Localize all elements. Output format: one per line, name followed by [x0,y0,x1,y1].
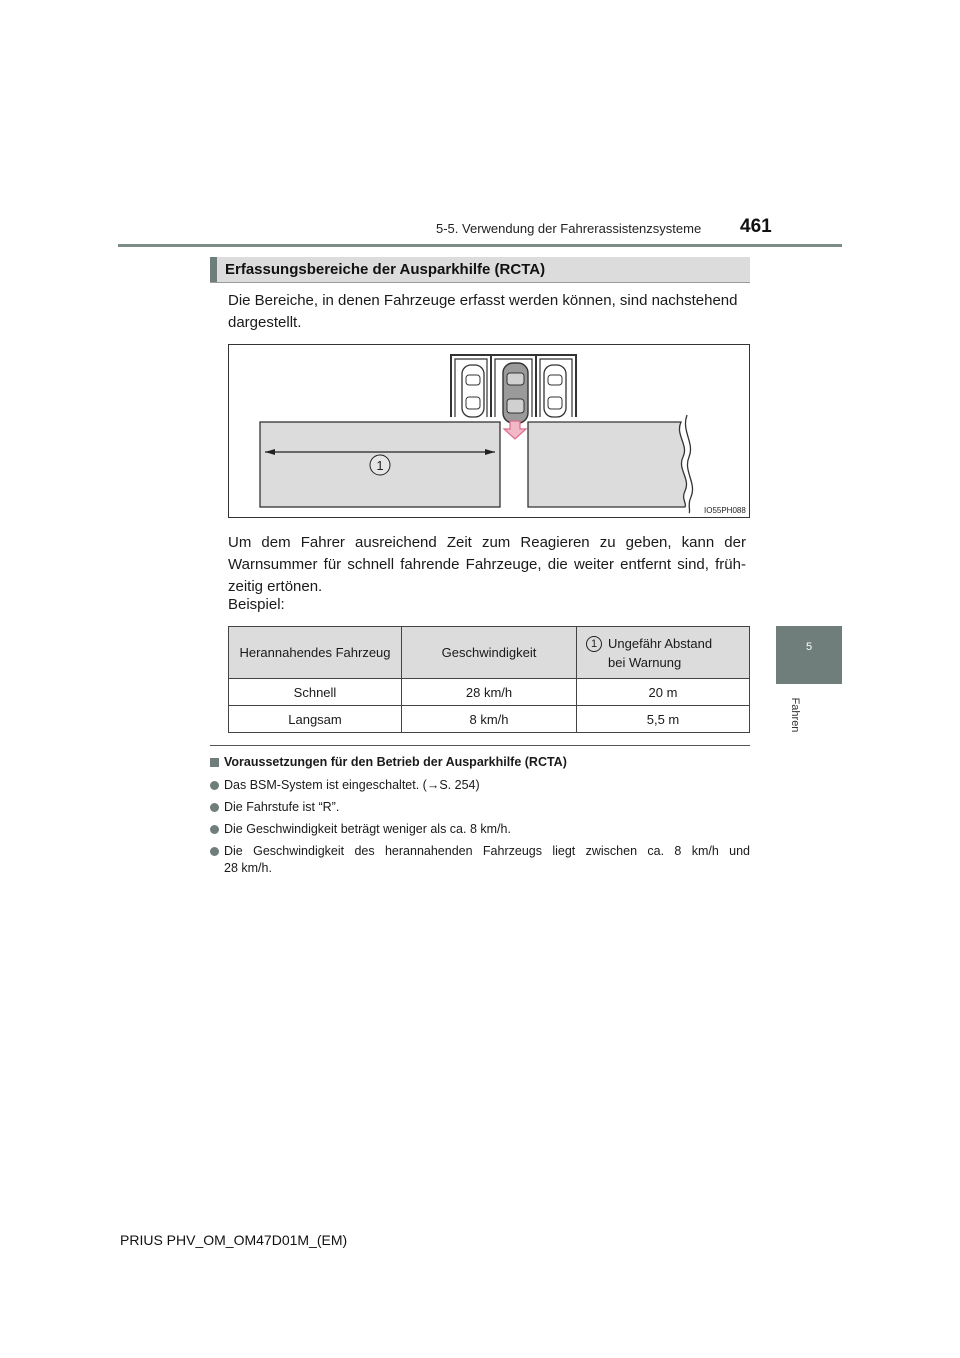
table-cell: Langsam [229,706,402,733]
list-item: Die Geschwindigkeit des herannahenden Fahrzeugs liegt zwischen ca. 8 km/h und 28 km/h. [210,843,750,877]
parked-car-right-icon [544,365,566,417]
page-number: 461 [740,216,772,237]
table-cell: 8 km/h [402,706,577,733]
warning-paragraph-line: zeitig ertönen. [228,578,323,595]
table-cell: 28 km/h [402,679,577,706]
round-bullet-icon [210,825,219,834]
list-item: Die Geschwindigkeit beträgt weniger als ca. 8 km/h. [210,821,750,838]
warning-paragraph-line: Um dem Fahrer ausreichend Zeit zum Reagieren zu geben, kann der [228,534,746,551]
table-header-cell [577,627,750,679]
table-row [229,679,750,706]
list-item: Die Fahrstufe ist “R”. [210,799,750,816]
header-rule [118,244,842,247]
reverse-direction-arrow-icon [504,421,526,439]
warning-paragraph-line: Warnsummer für schnell fahrende Fahrzeuge, die weiter entfernt sind, früh- [228,556,746,573]
table-header-row [229,627,750,679]
conditions-heading: Voraussetzungen für den Betrieb der Ausparkhilfe (RCTA) [210,754,750,771]
table-cell: Schnell [229,679,402,706]
warning-distance-table [228,626,750,733]
chapter-tab-label: Fahren [789,697,801,733]
example-label: Beispiel: [228,596,285,613]
table-header-cell: Geschwindigkeit [402,627,577,679]
list-item: Das BSM-System ist eingeschaltet. (→S. 254) [210,777,750,794]
round-bullet-icon [210,781,219,790]
chapter-tab-number: 5 [805,641,813,653]
table-header-cell: Herannahendes Fahrzeug [229,627,402,679]
section-title [210,257,750,283]
table-header-line: bei Warnung [608,654,682,670]
callout-1-marker: 1 [586,636,602,652]
parked-car-left-icon [462,365,484,417]
detection-area-right [528,422,687,507]
section-title-text: Erfassungsbereiche der Ausparkhilfe (RCTA) [225,261,546,278]
section-divider [210,745,750,746]
detection-area-illustration [229,345,749,517]
document-footer: PRIUS PHV_OM_OM47D01M_(EM) [120,1232,348,1248]
own-vehicle-icon [503,363,528,423]
section-title-marker [210,257,217,282]
table-cell: 5,5 m [577,706,750,733]
square-bullet-icon [210,758,219,767]
table-header-line: Ungefähr Abstand [608,635,713,651]
running-header-section: 5-5. Verwendung der Fahrerassistenzsysteme [436,221,702,236]
table-row [229,706,750,733]
chapter-tab [776,626,842,684]
table-cell: 20 m [577,679,750,706]
detection-area-figure [228,344,750,518]
figure-code: IO55PH088 [704,506,746,515]
round-bullet-icon [210,847,219,856]
round-bullet-icon [210,803,219,812]
callout-1-label: 1 [376,458,384,473]
intro-paragraph: Die Bereiche, in denen Fahrzeuge erfasst werden können, sind nachstehend dargestellt. [228,292,738,331]
warning-paragraph [228,532,746,598]
